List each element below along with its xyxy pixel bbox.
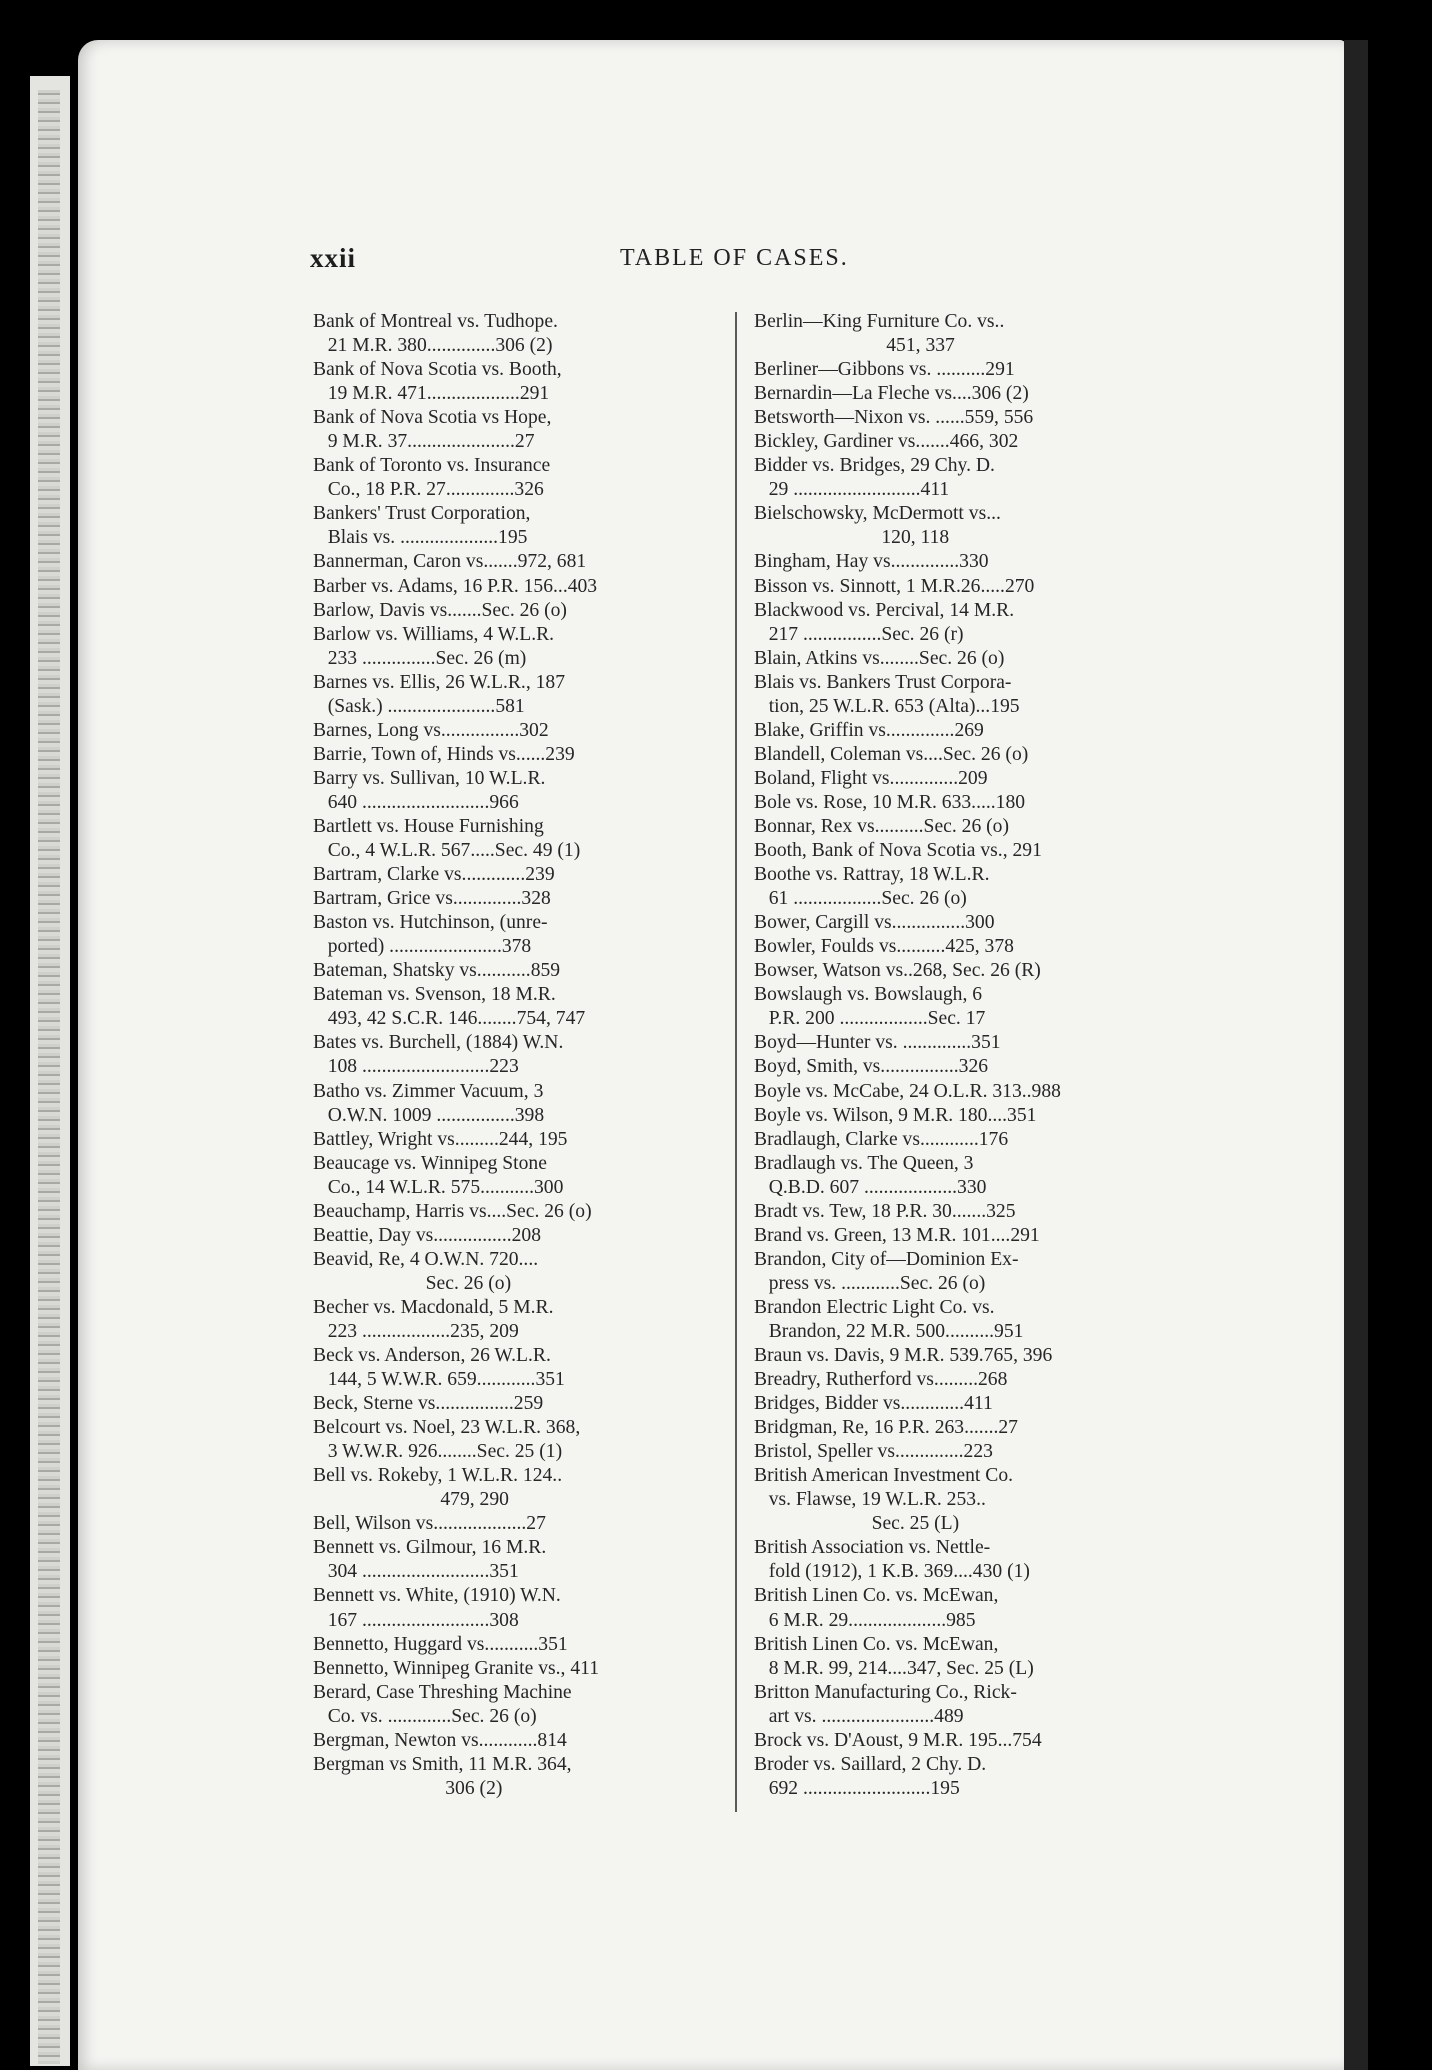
index-entry-line: 167 ..........................308 <box>313 1609 519 1631</box>
index-entry-line: fold (1912), 1 K.B. 369....430 (1) <box>754 1561 1030 1583</box>
page-number: xxii <box>310 243 357 273</box>
page-header <box>310 243 1130 283</box>
index-entry-line: Blais vs. ....................195 <box>313 527 528 549</box>
index-entry-line: ported) .......................378 <box>313 936 532 958</box>
index-entry-line: Bartram, Grice vs..............328 <box>313 888 551 910</box>
index-entry-line: Bidder vs. Bridges, 29 Chy. D. <box>754 455 995 477</box>
right-page-border <box>1344 40 1368 2070</box>
index-entry-line: Bingham, Hay vs..............330 <box>754 551 989 573</box>
index-entry-line: Beaucage vs. Winnipeg Stone <box>313 1152 547 1174</box>
index-entry-line: Barlow vs. Williams, 4 W.L.R. <box>313 623 555 645</box>
index-entry-line: Barlow, Davis vs.......Sec. 26 (o) <box>313 599 567 621</box>
index-entry-line: 304 ..........................351 <box>313 1561 519 1583</box>
index-entry-line: Bowler, Foulds vs..........425, 378 <box>754 936 1014 958</box>
index-entry-line: 3 W.W.R. 926........Sec. 25 (1) <box>313 1441 563 1463</box>
index-entry-line: Brandon Electric Light Co. vs. <box>754 1296 995 1318</box>
index-entry-line: Bennetto, Huggard vs...........351 <box>313 1633 568 1655</box>
index-entry-line: Bradlaugh vs. The Queen, 3 <box>754 1152 974 1174</box>
index-entry-line: Broder vs. Saillard, 2 Chy. D. <box>754 1753 987 1775</box>
index-entry-line: Bateman, Shatsky vs...........859 <box>313 960 561 982</box>
index-entry-line: Bank of Nova Scotia vs Hope, <box>313 407 552 429</box>
index-entry-line: Boyle vs. Wilson, 9 M.R. 180....351 <box>754 1104 1037 1126</box>
right-column <box>754 310 1158 1801</box>
index-entry-line: Beck vs. Anderson, 26 W.L.R. <box>313 1345 551 1367</box>
index-entry-line: British American Investment Co. <box>754 1465 1014 1487</box>
index-entry-line: Braun vs. Davis, 9 M.R. 539.765, 396 <box>754 1345 1053 1367</box>
index-entry-line: Bankers' Trust Corporation, <box>313 503 531 525</box>
index-entry-line: Bateman vs. Svenson, 18 M.R. <box>313 984 556 1006</box>
index-entry-line: Bartlett vs. House Furnishing <box>313 815 544 837</box>
index-entry-line: Blake, Griffin vs..............269 <box>754 719 984 741</box>
index-entry-line: Co. vs. .............Sec. 26 (o) <box>313 1705 537 1727</box>
index-entry-line: press vs. ............Sec. 26 (o) <box>754 1272 986 1294</box>
index-entry-line: 144, 5 W.W.R. 659............351 <box>313 1369 565 1391</box>
index-entry-line: Co., 4 W.L.R. 567.....Sec. 49 (1) <box>313 840 581 862</box>
index-entry-line: 29 ..........................411 <box>754 479 950 501</box>
index-entry-line: Bank of Nova Scotia vs. Booth, <box>313 359 562 381</box>
index-entry-line: Boyd—Hunter vs. ..............351 <box>754 1032 1001 1054</box>
index-entry-line: 451, 337 <box>754 335 955 357</box>
index-entry-line: 640 ..........................966 <box>313 791 519 813</box>
index-entry-line: Batho vs. Zimmer Vacuum, 3 <box>313 1080 544 1102</box>
index-entry-line: Beavid, Re, 4 O.W.N. 720.... <box>313 1248 539 1270</box>
index-entry-line: Britton Manufacturing Co., Rick- <box>754 1681 1017 1703</box>
index-entry-line: 8 M.R. 99, 214....347, Sec. 25 (L) <box>754 1657 1034 1679</box>
index-entry-line: P.R. 200 ..................Sec. 17 <box>754 1008 986 1030</box>
index-entry-line: Bickley, Gardiner vs.......466, 302 <box>754 431 1019 453</box>
index-entry-line: Bielschowsky, McDermott vs... <box>754 503 1001 525</box>
index-entry-line: Bell vs. Rokeby, 1 W.L.R. 124.. <box>313 1465 563 1487</box>
index-entry-line: Bennett vs. White, (1910) W.N. <box>313 1585 561 1607</box>
index-entry-line: Bole vs. Rose, 10 M.R. 633.....180 <box>754 791 1026 813</box>
index-entry-line: Breadry, Rutherford vs.........268 <box>754 1369 1008 1391</box>
index-entry-line: Bradlaugh, Clarke vs............176 <box>754 1128 1009 1150</box>
index-entry-line: Boland, Flight vs..............209 <box>754 767 988 789</box>
index-entry-line: Bennett vs. Gilmour, 16 M.R. <box>313 1537 547 1559</box>
index-entry-line: 233 ...............Sec. 26 (m) <box>313 647 527 669</box>
index-entry-line: British Linen Co. vs. McEwan, <box>754 1585 999 1607</box>
index-entry-line: 479, 290 <box>313 1489 509 1511</box>
index-entry-line: 6 M.R. 29....................985 <box>754 1609 976 1631</box>
index-entry-line: Bergman, Newton vs............814 <box>313 1729 567 1751</box>
index-entry-line: Bonnar, Rex vs..........Sec. 26 (o) <box>754 815 1009 837</box>
index-entry-line: 493, 42 S.C.R. 146........754, 747 <box>313 1008 586 1030</box>
index-entry-line: Bisson vs. Sinnott, 1 M.R.26.....270 <box>754 575 1035 597</box>
index-entry-line: Bowser, Watson vs..268, Sec. 26 (R) <box>754 960 1041 982</box>
index-entry-line: Bridgman, Re, 16 P.R. 263.......27 <box>754 1417 1018 1439</box>
index-entry-line: Boothe vs. Rattray, 18 W.L.R. <box>754 864 990 886</box>
index-entry-line: 21 M.R. 380..............306 (2) <box>313 335 553 357</box>
index-entry-line: 217 ................Sec. 26 (r) <box>754 623 964 645</box>
index-entry-line: Baston vs. Hutchinson, (unre- <box>313 912 548 934</box>
index-entry-line: Barrie, Town of, Hinds vs......239 <box>313 743 575 765</box>
index-entry-line: Battley, Wright vs.........244, 195 <box>313 1128 568 1150</box>
page-edges <box>38 90 60 2064</box>
index-entry-line: Booth, Bank of Nova Scotia vs., 291 <box>754 840 1042 862</box>
index-entry-line: Bernardin—La Fleche vs....306 (2) <box>754 383 1029 405</box>
index-entry-line: Blain, Atkins vs........Sec. 26 (o) <box>754 647 1005 669</box>
index-entry-line: Bell, Wilson vs...................27 <box>313 1513 546 1535</box>
index-entry-line: Brock vs. D'Aoust, 9 M.R. 195...754 <box>754 1729 1042 1751</box>
index-entry-line: vs. Flawse, 19 W.L.R. 253.. <box>754 1489 986 1511</box>
index-entry-line: British Association vs. Nettle- <box>754 1537 991 1559</box>
index-entry-line: Sec. 26 (o) <box>313 1272 512 1294</box>
index-entry-line: Bergman vs Smith, 11 M.R. 364, <box>313 1753 572 1775</box>
index-entry-line: art vs. .......................489 <box>754 1705 964 1727</box>
index-entry-line: Berard, Case Threshing Machine <box>313 1681 572 1703</box>
index-entry-line: Belcourt vs. Noel, 23 W.L.R. 368, <box>313 1417 581 1439</box>
index-entry-line: Brandon, 22 M.R. 500..........951 <box>754 1320 1024 1342</box>
column-divider <box>735 312 737 1812</box>
index-entry-line: Blais vs. Bankers Trust Corpora- <box>754 671 1012 693</box>
index-entry-line: Beck, Sterne vs................259 <box>313 1393 544 1415</box>
index-entry-line: 61 ..................Sec. 26 (o) <box>754 888 967 910</box>
index-entry-line: 306 (2) <box>313 1777 503 1799</box>
index-entry-line: Brand vs. Green, 13 M.R. 101....291 <box>754 1224 1040 1246</box>
index-entry-line: Beattie, Day vs................208 <box>313 1224 542 1246</box>
index-entry-line: 692 ..........................195 <box>754 1777 960 1799</box>
index-entry-line: 19 M.R. 471...................291 <box>313 383 550 405</box>
index-entry-line: Berliner—Gibbons vs. ..........291 <box>754 359 1015 381</box>
index-entry-line: Bowslaugh vs. Bowslaugh, 6 <box>754 984 983 1006</box>
index-entry-line: Bristol, Speller vs..............223 <box>754 1441 993 1463</box>
index-entry-line: British Linen Co. vs. McEwan, <box>754 1633 999 1655</box>
index-entry-line: Q.B.D. 607 ...................330 <box>754 1176 987 1198</box>
index-entry-line: Boyd, Smith, vs................326 <box>754 1056 989 1078</box>
index-entry-line: Barber vs. Adams, 16 P.R. 156...403 <box>313 575 598 597</box>
index-entry-line: Bates vs. Burchell, (1884) W.N. <box>313 1032 564 1054</box>
left-column <box>313 310 717 1801</box>
index-entry-line: Bower, Cargill vs...............300 <box>754 912 995 934</box>
index-entry-line: Brandon, City of—Dominion Ex- <box>754 1248 1019 1270</box>
index-entry-line: 108 ..........................223 <box>313 1056 519 1078</box>
index-entry-line: Bank of Montreal vs. Tudhope. <box>313 311 558 332</box>
index-entry-line: Co., 18 P.R. 27..............326 <box>313 479 544 501</box>
index-entry-line: Barnes vs. Ellis, 26 W.L.R., 187 <box>313 671 566 693</box>
index-entry-line: Barnes, Long vs................302 <box>313 719 549 741</box>
index-entry-line: Bradt vs. Tew, 18 P.R. 30.......325 <box>754 1200 1016 1222</box>
index-entry-line: Bridges, Bidder vs.............411 <box>754 1393 993 1415</box>
index-entry-line: Beauchamp, Harris vs....Sec. 26 (o) <box>313 1200 592 1222</box>
index-entry-line: Bartram, Clarke vs.............239 <box>313 864 555 886</box>
index-entry-line: 223 ..................235, 209 <box>313 1320 519 1342</box>
index-entry-line: Berlin—King Furniture Co. vs.. <box>754 311 1005 332</box>
index-entry-line: Becher vs. Macdonald, 5 M.R. <box>313 1296 554 1318</box>
index-entry-line: Boyle vs. McCabe, 24 O.L.R. 313..988 <box>754 1080 1061 1102</box>
index-entry-line: Barry vs. Sullivan, 10 W.L.R. <box>313 767 546 789</box>
index-entry-line: Blandell, Coleman vs....Sec. 26 (o) <box>754 743 1029 765</box>
index-entry-line: 120, 118 <box>754 527 950 549</box>
index-entry-line: Co., 14 W.L.R. 575...........300 <box>313 1176 564 1198</box>
index-entry-line: tion, 25 W.L.R. 653 (Alta)...195 <box>754 695 1020 717</box>
index-entry-line: Blackwood vs. Percival, 14 M.R. <box>754 599 1015 621</box>
index-entry-line: Bannerman, Caron vs.......972, 681 <box>313 551 587 573</box>
index-entry-line: (Sask.) ......................581 <box>313 695 525 717</box>
index-entry-line: Bennetto, Winnipeg Granite vs., 411 <box>313 1657 599 1679</box>
index-entry-line: Bank of Toronto vs. Insurance <box>313 455 551 477</box>
page-title: TABLE OF CASES. <box>620 245 849 271</box>
index-entry-line: Sec. 25 (L) <box>754 1513 960 1535</box>
index-entry-line: Betsworth—Nixon vs. ......559, 556 <box>754 407 1034 429</box>
index-entry-line: O.W.N. 1009 ................398 <box>313 1104 545 1126</box>
index-entry-line: 9 M.R. 37......................27 <box>313 431 535 453</box>
